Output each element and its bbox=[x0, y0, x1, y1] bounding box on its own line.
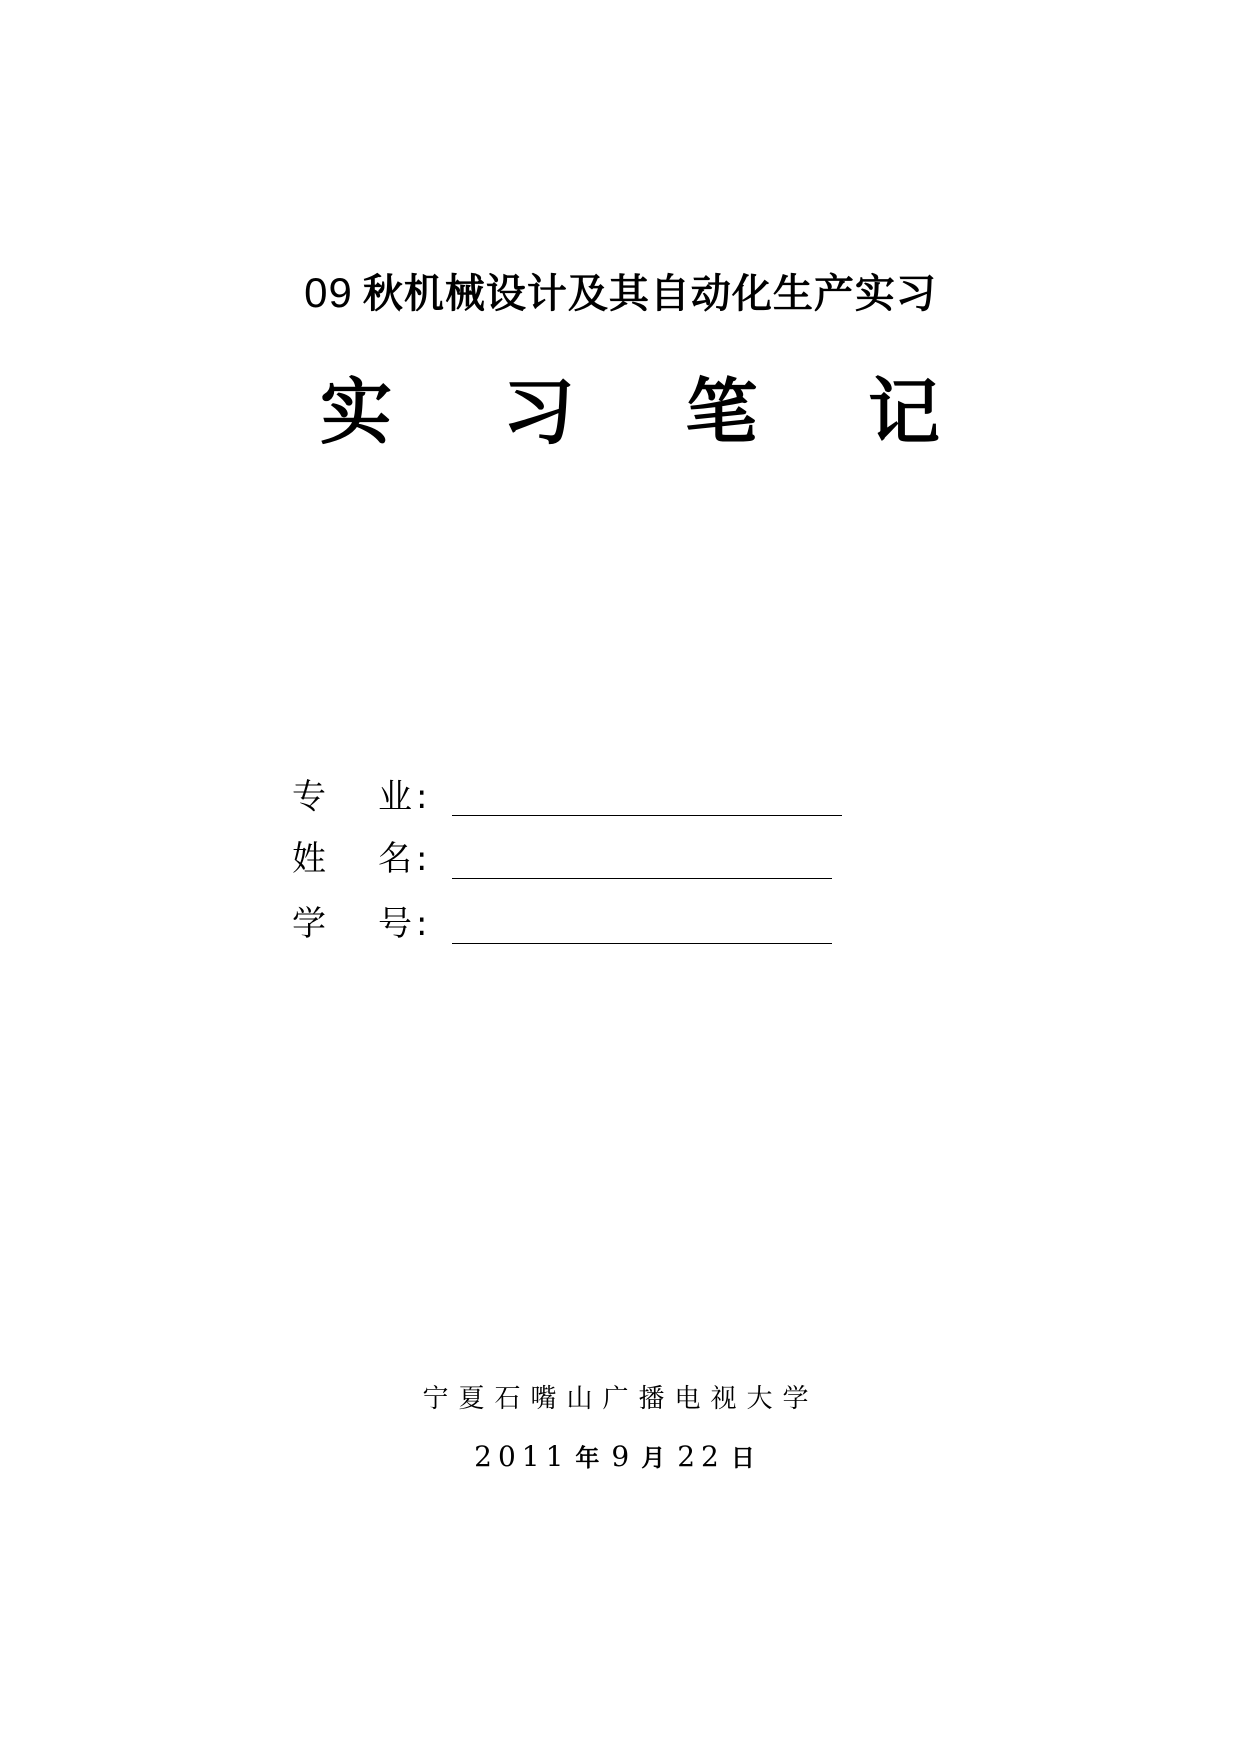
date-day-unit: 日 bbox=[730, 1444, 761, 1472]
field-major-input-line[interactable] bbox=[452, 815, 842, 816]
field-major-colon: : bbox=[416, 777, 428, 817]
field-student-id-input-line[interactable] bbox=[452, 943, 832, 944]
date-year: 2011 bbox=[474, 1440, 570, 1473]
date-year-unit: 年 bbox=[575, 1444, 606, 1472]
main-title-char: 记 bbox=[867, 370, 940, 454]
course-title-text: 秋机械设计及其自动化生产实习 bbox=[362, 271, 937, 317]
field-major-label: 专 业 bbox=[292, 777, 412, 817]
field-name-input-line[interactable] bbox=[452, 878, 832, 879]
main-title-char: 习 bbox=[502, 370, 575, 454]
date-month-unit: 月 bbox=[641, 1444, 672, 1472]
main-title-char: 笔 bbox=[685, 370, 758, 454]
field-student-id-colon: : bbox=[416, 904, 428, 944]
date-day: 22 bbox=[677, 1440, 725, 1473]
course-title-prefix: 09 bbox=[304, 269, 353, 316]
field-student-id-label: 学 号 bbox=[292, 904, 412, 944]
field-student-id bbox=[292, 897, 852, 944]
field-name bbox=[292, 832, 852, 879]
date bbox=[0, 1438, 1241, 1473]
date-month: 9 bbox=[611, 1440, 636, 1473]
main-title-char: 实 bbox=[320, 370, 393, 454]
main-title bbox=[320, 372, 940, 452]
course-title bbox=[0, 262, 1241, 319]
field-name-colon: : bbox=[416, 839, 428, 879]
field-name-label: 姓 名 bbox=[292, 839, 412, 879]
school-name: 宁夏石嘴山广播电视大学 bbox=[422, 1384, 819, 1414]
field-major bbox=[292, 770, 852, 817]
